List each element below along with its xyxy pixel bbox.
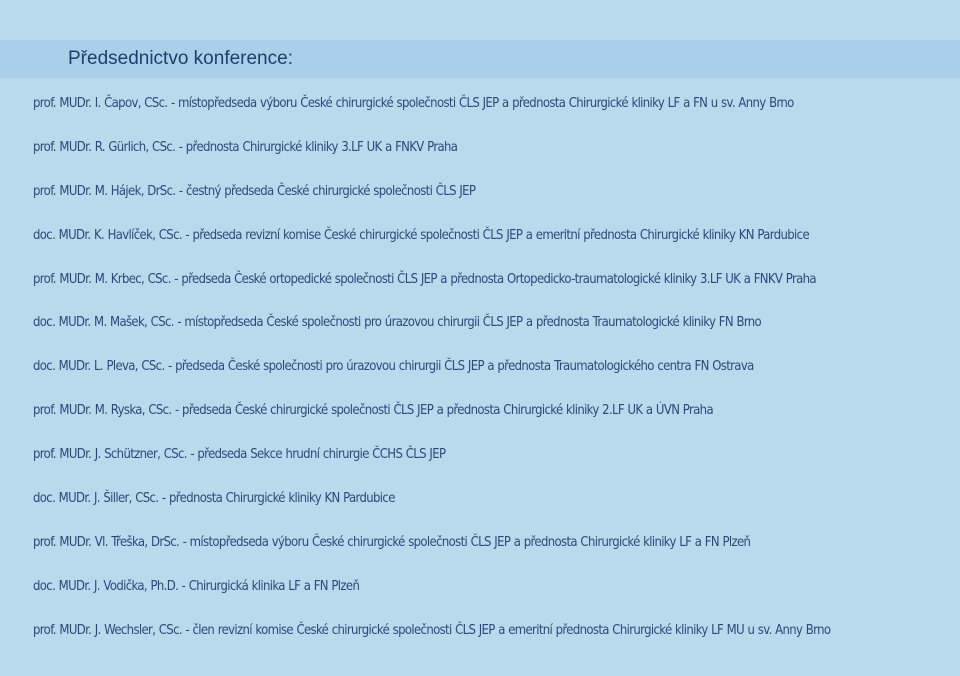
member-entry-treska: prof. MUDr. Vl. Třeška, DrSc. - místopředseda výboru České chirurgické společnosti ČLS JEP a přednosta Chirurgické kliniky LF a FN Plzeň: [33, 533, 751, 550]
member-entry-gurlich: prof. MUDr. R. Gürlich, CSc. - přednosta Chirurgické kliniky 3.LF UK a FNKV Praha: [33, 138, 458, 155]
committee-list: [33, 91, 953, 662]
member-entry-schutzner: prof. MUDr. J. Schützner, CSc. - předseda Sekce hrudní chirurgie ČCHS ČLS JEP: [33, 446, 446, 463]
member-entry-capov: prof. MUDr. I. Čapov, CSc. - místopředseda výboru České chirurgické společnosti ČLS JEP a přednosta Chirurgické kliniky LF a FN u sv. Anny Brno: [33, 95, 794, 111]
member-entry-ryska: prof. MUDr. M. Ryska, CSc. - předseda České chirurgické společnosti ČLS JEP a přednosta Chirurgické kliniky 2.LF UK a ÚVN Praha: [33, 402, 713, 419]
member-entry-krbec: prof. MUDr. M. Krbec, CSc. - předseda České ortopedické společnosti ČLS JEP a přednosta Ortopedicko-traumatologické kliniky 3.LF UK a FNKV Praha: [33, 270, 816, 287]
member-entry-wechsler: prof. MUDr. J. Wechsler, CSc. - člen revizní komise České chirurgické společnosti ČLS JEP a emeritní přednosta Chirurgické kliniky LF MU u sv. Anny Brno: [33, 621, 831, 638]
member-entry-hajek: prof. MUDr. M. Hájek, DrSc. - čestný předseda České chirurgické společnosti ČLS JEP: [33, 182, 476, 199]
page-title: Předsednictvo konference:: [68, 48, 293, 69]
member-entry-siller: doc. MUDr. J. Šiller, CSc. - přednosta Chirurgické kliniky KN Pardubice: [33, 490, 395, 507]
member-entry-pleva: doc. MUDr. L. Pleva, CSc. - předseda České společnosti pro úrazovou chirurgii ČLS JEP a přednosta Traumatologického centra FN Ostrava: [33, 358, 754, 375]
member-entry-havlicek: doc. MUDr. K. Havlíček, CSc. - předseda revizní komise České chirurgické společnosti ČLS JEP a emeritní přednosta Chirurgické kliniky KN Pardubice: [33, 226, 810, 243]
member-entry-masek: doc. MUDr. M. Mašek, CSc. - místopředseda České společnosti pro úrazovou chirurgii ČLS JEP a přednosta Traumatologické kliniky FN Brno: [33, 314, 762, 331]
member-entry-vodicka: doc. MUDr. J. Vodička, Ph.D. - Chirurgická klinika LF a FN Plzeň: [33, 577, 360, 594]
